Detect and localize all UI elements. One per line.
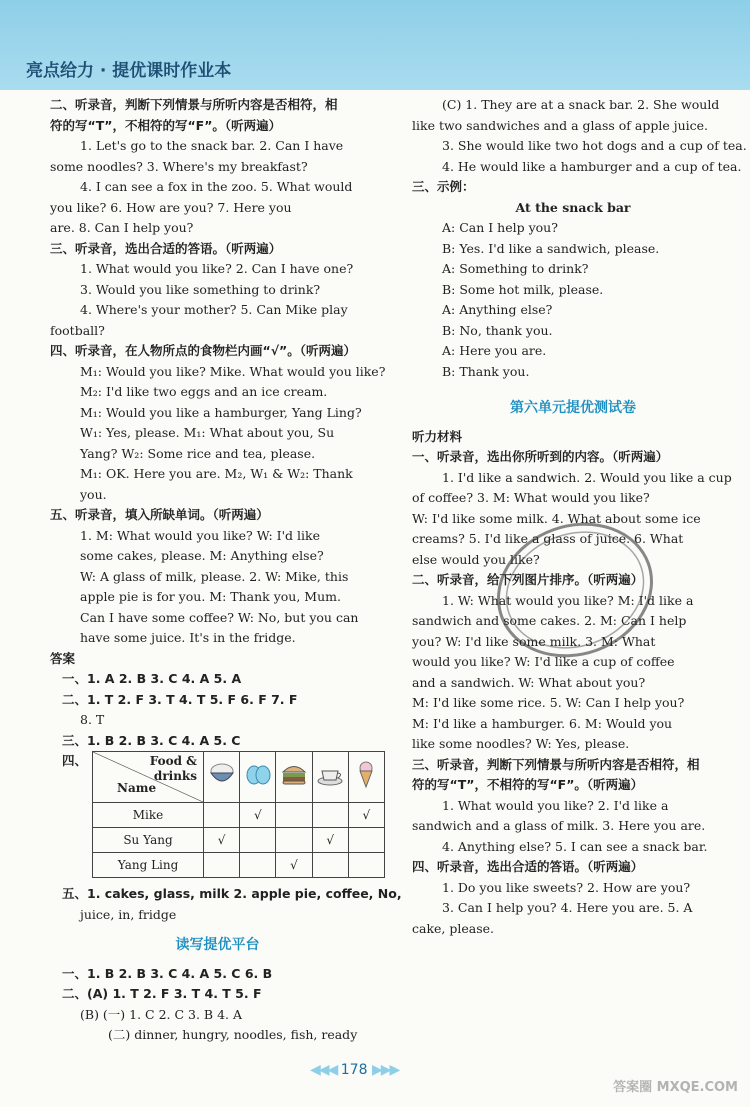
text-line: M₁: Would you like a hamburger, Yang Ling? (80, 404, 362, 420)
corner-label-food: Food & (149, 754, 197, 768)
mark-cell: √ (240, 803, 276, 828)
text-line: would you like? W: I'd like a cup of coffee (412, 654, 675, 669)
text-line: W: I'd like some milk. 4. What about some ice (412, 510, 701, 526)
text-line: else would you like? (412, 551, 540, 567)
text-line: 3. Would you like something to drink? (80, 281, 321, 297)
answer-line: 8. T (80, 712, 105, 727)
answer-line: 二、(A) 1. T 2. F 3. T 4. T 5. F (62, 986, 262, 1001)
mark-cell (312, 853, 348, 878)
text-line: you like? 6. How are you? 7. Here you (50, 199, 292, 215)
section-heading: 五、听录音，填入所缺单词。（听两遍） (50, 507, 269, 522)
section-heading: 一、听录音，选出你所听到的内容。（听两遍） (412, 449, 669, 464)
text-line: 1. I'd like a sandwich. 2. Would you like a cup (442, 469, 732, 485)
mark-cell: √ (348, 803, 384, 828)
text-line: 4. I can see a fox in the zoo. 5. What would (80, 179, 353, 194)
row-name: Yang Ling (93, 853, 204, 878)
dialog-line: B: Thank you. (442, 363, 530, 379)
text-line: some noodles? 3. Where's my breakfast? (50, 158, 308, 174)
text-line: like some noodles? W: Yes, please. (412, 736, 630, 751)
answer-line: 一、1. A 2. B 3. C 4. A 5. A (62, 671, 242, 686)
text-line: 1. W: What would you like? M: I'd like a (442, 592, 694, 608)
section-heading: 三、听录音，选出合适的答语。（听两遍） (50, 240, 282, 256)
text-line: apple pie is for you. M: Thank you, Mum. (80, 589, 341, 604)
section-heading: 三、听录音，判断下列情景与所听内容是否相符，相 (412, 756, 700, 772)
egg-icon (240, 752, 276, 803)
answer-line: (B) (一) 1. C 2. C 3. B 4. A (80, 1006, 242, 1022)
text-line: M: I'd like some rice. 5. W: Can I help you? (412, 695, 685, 710)
mark-cell: √ (276, 853, 312, 878)
answer-line: 一、1. B 2. B 3. C 4. A 5. C 6. B (62, 965, 273, 981)
section-heading: 二、听录音，判断下列情景与所听内容是否相符，相 (50, 97, 338, 112)
mark-cell (204, 803, 240, 828)
next-arrows-icon: ▶▶▶ (371, 1062, 399, 1078)
text-line: you? W: I'd like some milk. 3. M: What (412, 633, 656, 649)
corner-watermark: 答案圈 MXQE.COM (613, 1080, 738, 1095)
mark-cell (312, 803, 348, 828)
answers-heading: 答案 (50, 650, 76, 666)
section-heading-cont: 符的写“T”，不相符的写“F”。（听两遍） (412, 777, 644, 792)
text-line: cake, please. (412, 920, 495, 936)
tea-icon (312, 752, 348, 803)
row-name: Su Yang (93, 828, 204, 853)
answer-line: 五、1. cakes, glass, milk 2. apple pie, coffee, No, (62, 886, 402, 901)
text-line: of coffee? 3. M: What would you like? (412, 490, 650, 505)
text-line: M₁: Would you like? Mike. What would you like? (80, 363, 386, 379)
table-row (93, 828, 385, 853)
mark-cell (240, 853, 276, 878)
dialog-line: A: Something to drink? (442, 261, 589, 276)
text-line: creams? 5. I'd like a glass of juice. 6. What (412, 531, 684, 546)
text-line: 1. Do you like sweets? 2. How are you? (442, 879, 691, 895)
mark-cell (276, 828, 312, 853)
text-line: W: A glass of milk, please. 2. W: Mike, this (80, 568, 349, 584)
dialog-line: B: No, thank you. (442, 322, 553, 338)
dialog-line: B: Yes. I'd like a sandwich, please. (442, 240, 660, 256)
text-line: 1. M: What would you like? W: I'd like (80, 527, 320, 543)
left-column (50, 95, 402, 1046)
text-line: like two sandwiches and a glass of apple juice. (412, 117, 709, 133)
text-line: 3. She would like two hot dogs and a cup of tea. (442, 138, 747, 153)
text-line: Can I have some coffee? W: No, but you can (80, 609, 359, 625)
prev-arrows-icon: ◀◀◀ (310, 1062, 337, 1078)
answer-line: juice, in, fridge (80, 906, 177, 922)
row-name: Mike (93, 803, 204, 828)
dialog-line: A: Here you are. (442, 343, 547, 358)
text-line: M₁: OK. Here you are. M₂, W₁ & W₂: Thank (80, 466, 353, 481)
text-line: 4. Where's your mother? 5. Can Mike play (80, 302, 348, 317)
table-row (93, 803, 385, 828)
text-line: and a sandwich. W: What about you? (412, 674, 646, 690)
text-line: Yang? W₂: Some rice and tea, please. (80, 445, 316, 461)
dialog-line: A: Can I help you? (442, 220, 558, 235)
text-line: 1. What would you like? 2. Can I have one? (80, 261, 354, 276)
text-line: sandwich and a glass of milk. 3. Here you are. (412, 818, 706, 833)
dialog-line: B: Some hot milk, please. (442, 281, 604, 297)
text-line: are. 8. Can I help you? (50, 220, 194, 235)
text-line: 3. Can I help you? 4. Here you are. 5. A (442, 900, 693, 915)
page-header (0, 0, 750, 90)
corner-label-name: Name (117, 780, 157, 795)
text-line: have some juice. It's in the fridge. (80, 630, 296, 645)
text-line: 4. He would like a hamburger and a cup of tea. (442, 158, 742, 174)
section-heading-cont: 符的写“T”，不相符的写“F”。（听两遍） (50, 117, 282, 133)
hamburger-icon (276, 752, 312, 803)
answer-line: 四、 (62, 753, 88, 768)
answer-line: 三、1. B 2. B 3. C 4. A 5. C (62, 732, 241, 748)
food-table (92, 751, 385, 878)
mark-cell: √ (312, 828, 348, 853)
text-line: you. (80, 486, 107, 502)
mark-cell (204, 853, 240, 878)
answer-line: 二、1. T 2. F 3. T 4. T 5. F 6. F 7. F (62, 691, 298, 707)
text-line: 4. Anything else? 5. I can see a snack bar. (442, 838, 708, 854)
corner-label-drinks: drinks (153, 769, 197, 783)
mark-cell: √ (204, 828, 240, 853)
stamp-watermark (490, 515, 660, 665)
text-line: sandwich and some cakes. 2. M: Can I help (412, 613, 687, 628)
text-line: W₁: Yes, please. M₁: What about you, Su (80, 425, 335, 440)
section-heading: 三、示例： (412, 179, 475, 194)
section-heading: 听力材料 (412, 428, 463, 444)
section-heading: 四、听录音，在人物所点的食物栏内画“√”。（听两遍） (50, 343, 357, 358)
text-line: M₂: I'd like two eggs and an ice cream. (80, 384, 328, 399)
table-corner (93, 752, 203, 802)
text-line: M: I'd like a hamburger. 6. M: Would you (412, 715, 673, 731)
mark-cell (348, 828, 384, 853)
dialog-title: At the snack bar (515, 199, 631, 215)
ice-cream-icon (348, 752, 384, 803)
mark-cell (240, 828, 276, 853)
section-heading: 四、听录音，选出合适的答语。（听两遍） (412, 859, 644, 874)
text-line: (C) 1. They are at a snack bar. 2. She would (442, 97, 720, 112)
rice-icon (204, 752, 240, 803)
book-title: 亮点给力 · 提优课时作业本 (26, 61, 232, 81)
answer-line: (二) dinner, hungry, noodles, fish, ready (108, 1027, 358, 1042)
dialog-line: A: Anything else? (442, 302, 553, 317)
table-row (93, 853, 385, 878)
section-title: 读写提优平台 (175, 937, 260, 953)
text-line: football? (50, 322, 105, 338)
page-number-bar (310, 1062, 398, 1078)
text-line: 1. Let's go to the snack bar. 2. Can I have (80, 138, 344, 153)
mark-cell (276, 803, 312, 828)
page-number: 178 (340, 1062, 368, 1078)
text-line: some cakes, please. M: Anything else? (80, 548, 324, 563)
section-heading: 二、听录音，给下列图片排序。（听两遍） (412, 572, 644, 587)
unit-title: 第六单元提优测试卷 (510, 400, 636, 416)
text-line: 1. What would you like? 2. I'd like a (442, 797, 669, 813)
mark-cell (348, 853, 384, 878)
